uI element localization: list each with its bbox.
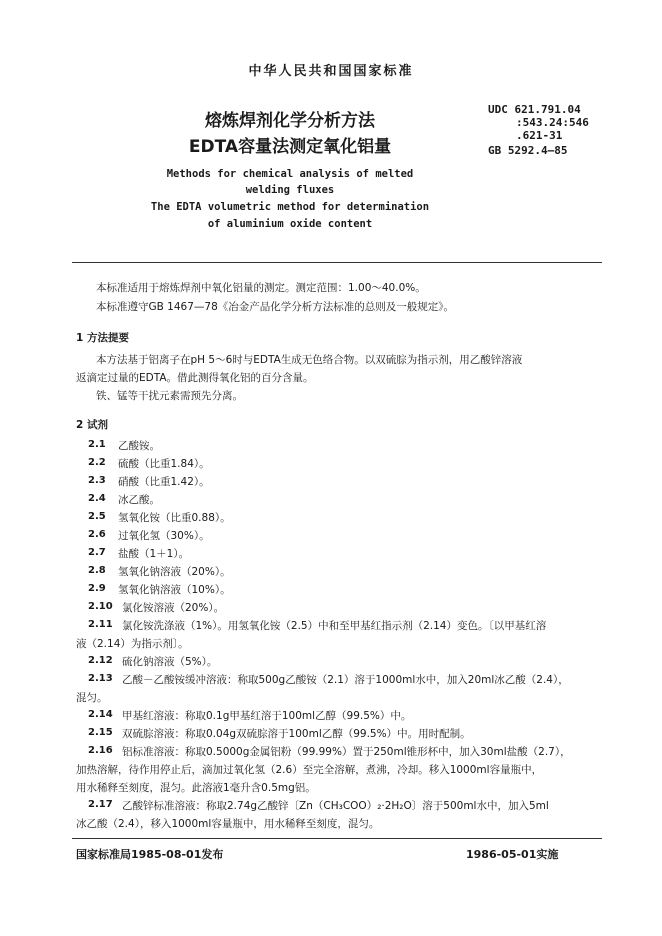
implementation-date: 1986-05-01实施 [466, 848, 559, 861]
intro-scope: 本标准适用于熔炼焊剂中氧化铝量的测定。测定范围：1.00～40.0%。 [96, 282, 426, 294]
reagent-item: 甲基红溶液：称取0.1g甲基红溶于100ml乙醇（99.5%）中。 [122, 710, 412, 722]
title-en-line4: of aluminium oxide content [207, 218, 373, 230]
item-num: 2.12 [88, 655, 113, 666]
intro-compliance: 本标准遵守GB 1467—78《冶金产品化学分析方法标准的总则及一般规定》。 [96, 301, 455, 313]
item-num: 2.15 [88, 727, 113, 738]
reagent-item: 氢氧化钠溶液（10%）。 [118, 584, 231, 596]
reagent-item-cont: 混匀。 [76, 692, 108, 704]
item-num: 2.9 [88, 583, 106, 594]
item-num: 2.8 [88, 565, 106, 576]
item-num: 2.6 [88, 529, 106, 540]
title-cn-line1: 熔炼焊剂化学分析方法 [205, 111, 375, 131]
reagent-item: 乙酸锌标准溶液：称取2.74g乙酸锌〔Zn（CH₃COO）₂·2H₂O〕溶于500ml水中，加入5ml [122, 800, 549, 812]
reagent-item: 硝酸（比重1.42）。 [118, 476, 210, 488]
reagent-item-cont: 冰乙酸（2.4），移入1000ml容量瓶中，用水稀释至刻度，混匀。 [76, 818, 380, 830]
item-num: 2.1 [88, 439, 106, 450]
udc-code-line2: :543.24:546 [516, 116, 589, 129]
issue-date: 国家标准局1985-08-01发布 [76, 848, 224, 861]
reagent-item: 氢氧化铵（比重0.88）。 [118, 512, 231, 524]
udc-code-line3: .621-31 [516, 129, 563, 142]
title-en-line3: The EDTA volumetric method for determination [150, 201, 430, 213]
reagent-item: 硫酸（比重1.84）。 [118, 458, 210, 470]
item-num: 2.2 [88, 457, 106, 468]
reagent-item: 硫化钠溶液（5%）。 [122, 656, 218, 668]
reagent-item: 双硫腙溶液：称取0.04g双硫腙溶于100ml乙醇（99.5%）中。用时配制。 [122, 728, 471, 740]
reagent-item: 乙酸－乙酸铵缓冲溶液：称取500g乙酸铵（2.1）溶于1000ml水中，加入20ml冰乙酸（2.4）， [122, 674, 569, 686]
title-en-line2: welding fluxes [245, 184, 335, 196]
section-1-para-2: 铁、锰等干扰元素需预先分离。 [96, 390, 243, 402]
reagent-item: 铝标准溶液：称取0.5000g金属铝粉（99.99%）置于250ml锥形杯中，加入30ml盐酸（2.7）， [122, 746, 571, 758]
reagent-item: 氯化铵洗涤液（1%）。用氢氧化铵（2.5）中和至甲基红指示剂（2.14）变色。〔以甲基红溶 [122, 620, 547, 632]
reagent-item-cont: 加热溶解，待作用停止后，滴加过氧化氢（2.6）至完全溶解，煮沸，冷却。移入1000ml容量瓶中， [76, 764, 543, 776]
reagent-item: 盐酸（1＋1）。 [118, 548, 190, 560]
title-cn-line2: EDTA容量法测定氧化铝量 [188, 137, 392, 157]
reagent-item: 氢氧化钠溶液（20%）。 [118, 566, 231, 578]
item-num: 2.10 [88, 601, 113, 612]
item-num: 2.3 [88, 475, 106, 486]
footer-divider [72, 838, 602, 839]
item-num: 2.11 [88, 619, 113, 630]
item-num: 2.13 [88, 673, 113, 684]
section-2-heading: 2 试剂 [76, 419, 108, 431]
gb-number: GB 5292.4—85 [488, 144, 568, 157]
reagent-item-cont: 液（2.14）为指示剂〕。 [76, 638, 189, 650]
reagent-item-cont: 用水稀释至刻度，混匀。此溶液1毫升含0.5mg铝。 [76, 782, 316, 794]
item-num: 2.4 [88, 493, 106, 504]
item-num: 2.16 [88, 745, 113, 756]
national-standard-label: 中华人民共和国国家标准 [248, 64, 414, 79]
item-num: 2.7 [88, 547, 106, 558]
section-1-para-1-cont: 返滴定过量的EDTA。借此测得氧化铝的百分含量。 [76, 372, 314, 384]
item-num: 2.14 [88, 709, 113, 720]
reagent-item: 乙酸铵。 [118, 440, 160, 452]
item-num: 2.5 [88, 511, 106, 522]
reagent-item: 冰乙酸。 [118, 494, 160, 506]
section-1-para-1: 本方法基于铝离子在pH 5～6时与EDTA生成无色络合物。以双硫腙为指示剂，用乙酸锌溶液 [96, 354, 523, 366]
section-1-heading: 1 方法提要 [76, 332, 129, 344]
item-num: 2.17 [88, 799, 113, 810]
title-en-line1: Methods for chemical analysis of melted [166, 168, 414, 180]
reagent-item: 过氧化氢（30%）。 [118, 530, 210, 542]
reagent-item: 氯化铵溶液（20%）。 [122, 602, 225, 614]
header-divider [72, 262, 602, 263]
udc-code-line1: UDC 621.791.04 [488, 103, 581, 116]
